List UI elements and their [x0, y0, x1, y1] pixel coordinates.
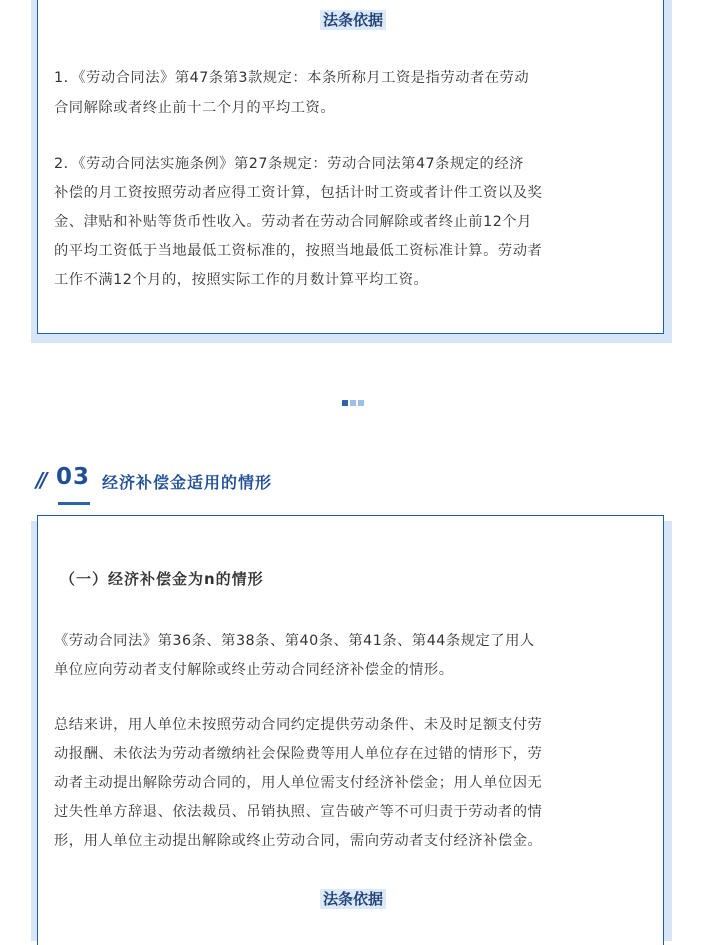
section-divider [342, 400, 364, 406]
paragraph-2-line-1: 总结来讲，用人单位未按照劳动合同约定提供劳动条件、未及时足额支付劳 [54, 717, 543, 733]
section-underline [58, 502, 90, 505]
paragraph-2-line-2: 动报酬、未依法为劳动者缴纳社会保险费等用人单位存在过错的情形下，劳 [54, 746, 543, 762]
legal-basis-heading [0, 10, 706, 30]
law-item-2-line-4: 的平均工资低于当地最低工资标准的，按照当地最低工资标准计算。劳动者 [54, 243, 543, 259]
divider-dot [358, 400, 364, 406]
paragraph-1-line-1: 《劳动合同法》第36条、第38条、第40条、第41条、第44条规定了用人 [54, 633, 535, 649]
law-item-2-line-2: 补偿的月工资按照劳动者应得工资计算，包括计时工资或者计件工资以及奖 [54, 185, 543, 201]
paragraph-2-line-3: 动者主动提出解除劳动合同的，用人单位需支付经济补偿金；用人单位因无 [54, 775, 543, 791]
subsection-heading: （一）经济补偿金为n的情形 [60, 570, 264, 588]
law-item-2-line-5: 工作不满12个月的，按照实际工作的月数计算平均工资。 [54, 272, 429, 288]
law-item-2-line-1: 2．《劳动合同法实施条例》第27条规定：劳动合同法第47条规定的经济 [54, 156, 524, 172]
law-item-1-line-1: 1．《劳动合同法》第47条第3款规定：本条所称月工资是指劳动者在劳动 [54, 70, 530, 86]
law-item-1-line-2: 合同解除或者终止前十二个月的平均工资。 [54, 100, 336, 116]
legal-basis-heading-text: 法条依据 [320, 10, 386, 30]
paragraph-1-line-2: 单位应向劳动者支付解除或终止劳动合同经济补偿金的情形。 [54, 662, 454, 678]
paragraph-2-line-4: 过失性单方辞退、依法裁员、吊销执照、宣告破产等不可归责于劳动者的情 [54, 804, 543, 820]
legal-basis-heading-2-text: 法条依据 [320, 889, 386, 909]
section-slash-icon: // [36, 468, 45, 492]
law-item-2-line-3: 金、津贴和补贴等货币性收入。劳动者在劳动合同解除或者终止前12个月 [54, 214, 532, 230]
divider-dot [342, 400, 348, 406]
legal-basis-heading-2 [0, 889, 706, 909]
section-title: 经济补偿金适用的情形 [102, 473, 273, 492]
section-number: 03 [56, 464, 91, 490]
divider-dot [350, 400, 356, 406]
section-heading [36, 462, 356, 506]
paragraph-2-line-5: 形，用人单位主动提出解除或终止劳动合同，需向劳动者支付经济补偿金。 [54, 833, 543, 849]
